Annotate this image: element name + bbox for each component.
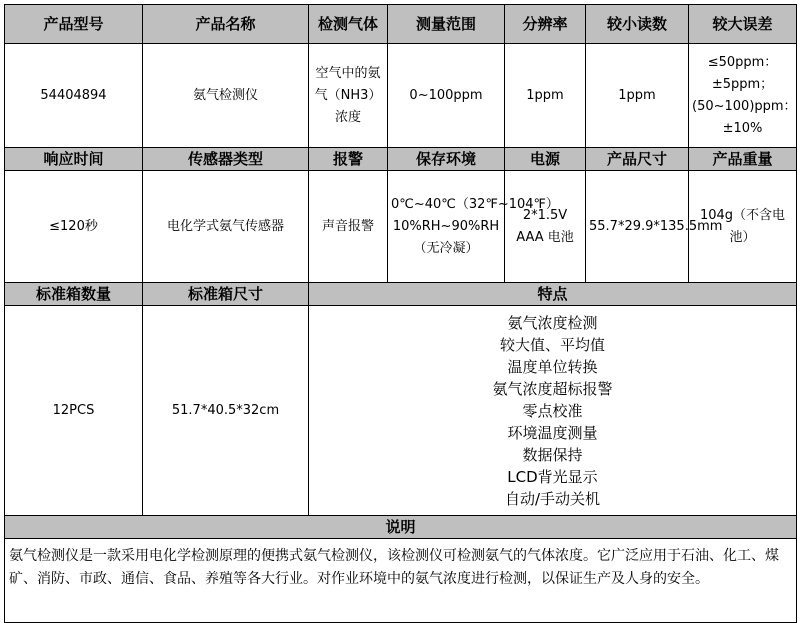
- header-size: 产品尺寸: [586, 148, 689, 171]
- header-row-3: [5, 283, 797, 306]
- resolution: 1ppm: [505, 44, 586, 148]
- value-row-1: [5, 44, 797, 148]
- value-row-2: [5, 171, 797, 283]
- box-quantity: 12PCS: [5, 306, 143, 516]
- header-sensor-type: 传感器类型: [143, 148, 309, 171]
- power-supply: 2*1.5V AAA 电池: [505, 171, 586, 283]
- header-box-quantity: 标准箱数量: [5, 283, 143, 306]
- feature-item: 氨气浓度检测: [507, 313, 598, 332]
- feature-item: 氨气浓度超标报警: [492, 379, 613, 398]
- box-size: 51.7*40.5*32cm: [143, 306, 309, 516]
- header-product-name: 产品名称: [143, 5, 309, 44]
- header-row-1: [5, 5, 797, 44]
- header-features: 特点: [309, 283, 797, 306]
- value-row-3: [5, 306, 797, 516]
- header-alarm: 报警: [309, 148, 388, 171]
- spec-table: [4, 4, 797, 623]
- measurement-range: 0~100ppm: [388, 44, 505, 148]
- model-number: 54404894: [5, 44, 143, 148]
- header-weight: 产品重量: [689, 148, 797, 171]
- value-row-4: [5, 539, 797, 623]
- header-model: 产品型号: [5, 5, 143, 44]
- header-row-2: [5, 148, 797, 171]
- max-error: ≤50ppm：±5ppm；(50~100)ppm：±10%: [689, 44, 797, 148]
- feature-item: 零点校准: [522, 401, 583, 420]
- header-power: 电源: [505, 148, 586, 171]
- storage-environment: 0℃~40℃（32℉~104℉）10%RH~90%RH（无冷凝）: [388, 171, 505, 283]
- feature-item: 数据保持: [522, 445, 583, 464]
- feature-item: 环境温度测量: [507, 423, 598, 442]
- header-description: 说明: [5, 516, 797, 539]
- product-name: 氨气检测仪: [143, 44, 309, 148]
- product-size: 55.7*29.9*135.5mm: [586, 171, 689, 283]
- feature-item: 自动/手动关机: [504, 489, 601, 508]
- detected-gas: 空气中的氨气（NH3）浓度: [309, 44, 388, 148]
- header-storage-env: 保存环境: [388, 148, 505, 171]
- header-resolution: 分辨率: [505, 5, 586, 44]
- header-min-reading: 较小读数: [586, 5, 689, 44]
- header-box-size: 标准箱尺寸: [143, 283, 309, 306]
- feature-item: 较大值、平均值: [499, 335, 605, 354]
- alarm-type: 声音报警: [309, 171, 388, 283]
- feature-item: LCD背光显示: [507, 467, 598, 486]
- sensor-type: 电化学式氨气传感器: [143, 171, 309, 283]
- feature-item: 温度单位转换: [507, 357, 598, 376]
- description-text: 氨气检测仪是一款采用电化学检测原理的便携式氨气检测仪，该检测仪可检测氨气的气体浓度。它广泛应用于石油、化工、煤矿、消防、市政、通信、食品、养殖等各大行业。对作业环境中的氨气浓度进行检测，以保证生产及人身的安全。: [5, 539, 797, 623]
- product-weight: 104g（不含电池）: [689, 171, 797, 283]
- header-max-error: 较大误差: [689, 5, 797, 44]
- features-cell: [309, 306, 797, 516]
- header-detected-gas: 检测气体: [309, 5, 388, 44]
- response-time: ≤120秒: [5, 171, 143, 283]
- header-response-time: 响应时间: [5, 148, 143, 171]
- header-range: 测量范围: [388, 5, 505, 44]
- min-reading: 1ppm: [586, 44, 689, 148]
- header-row-4: [5, 516, 797, 539]
